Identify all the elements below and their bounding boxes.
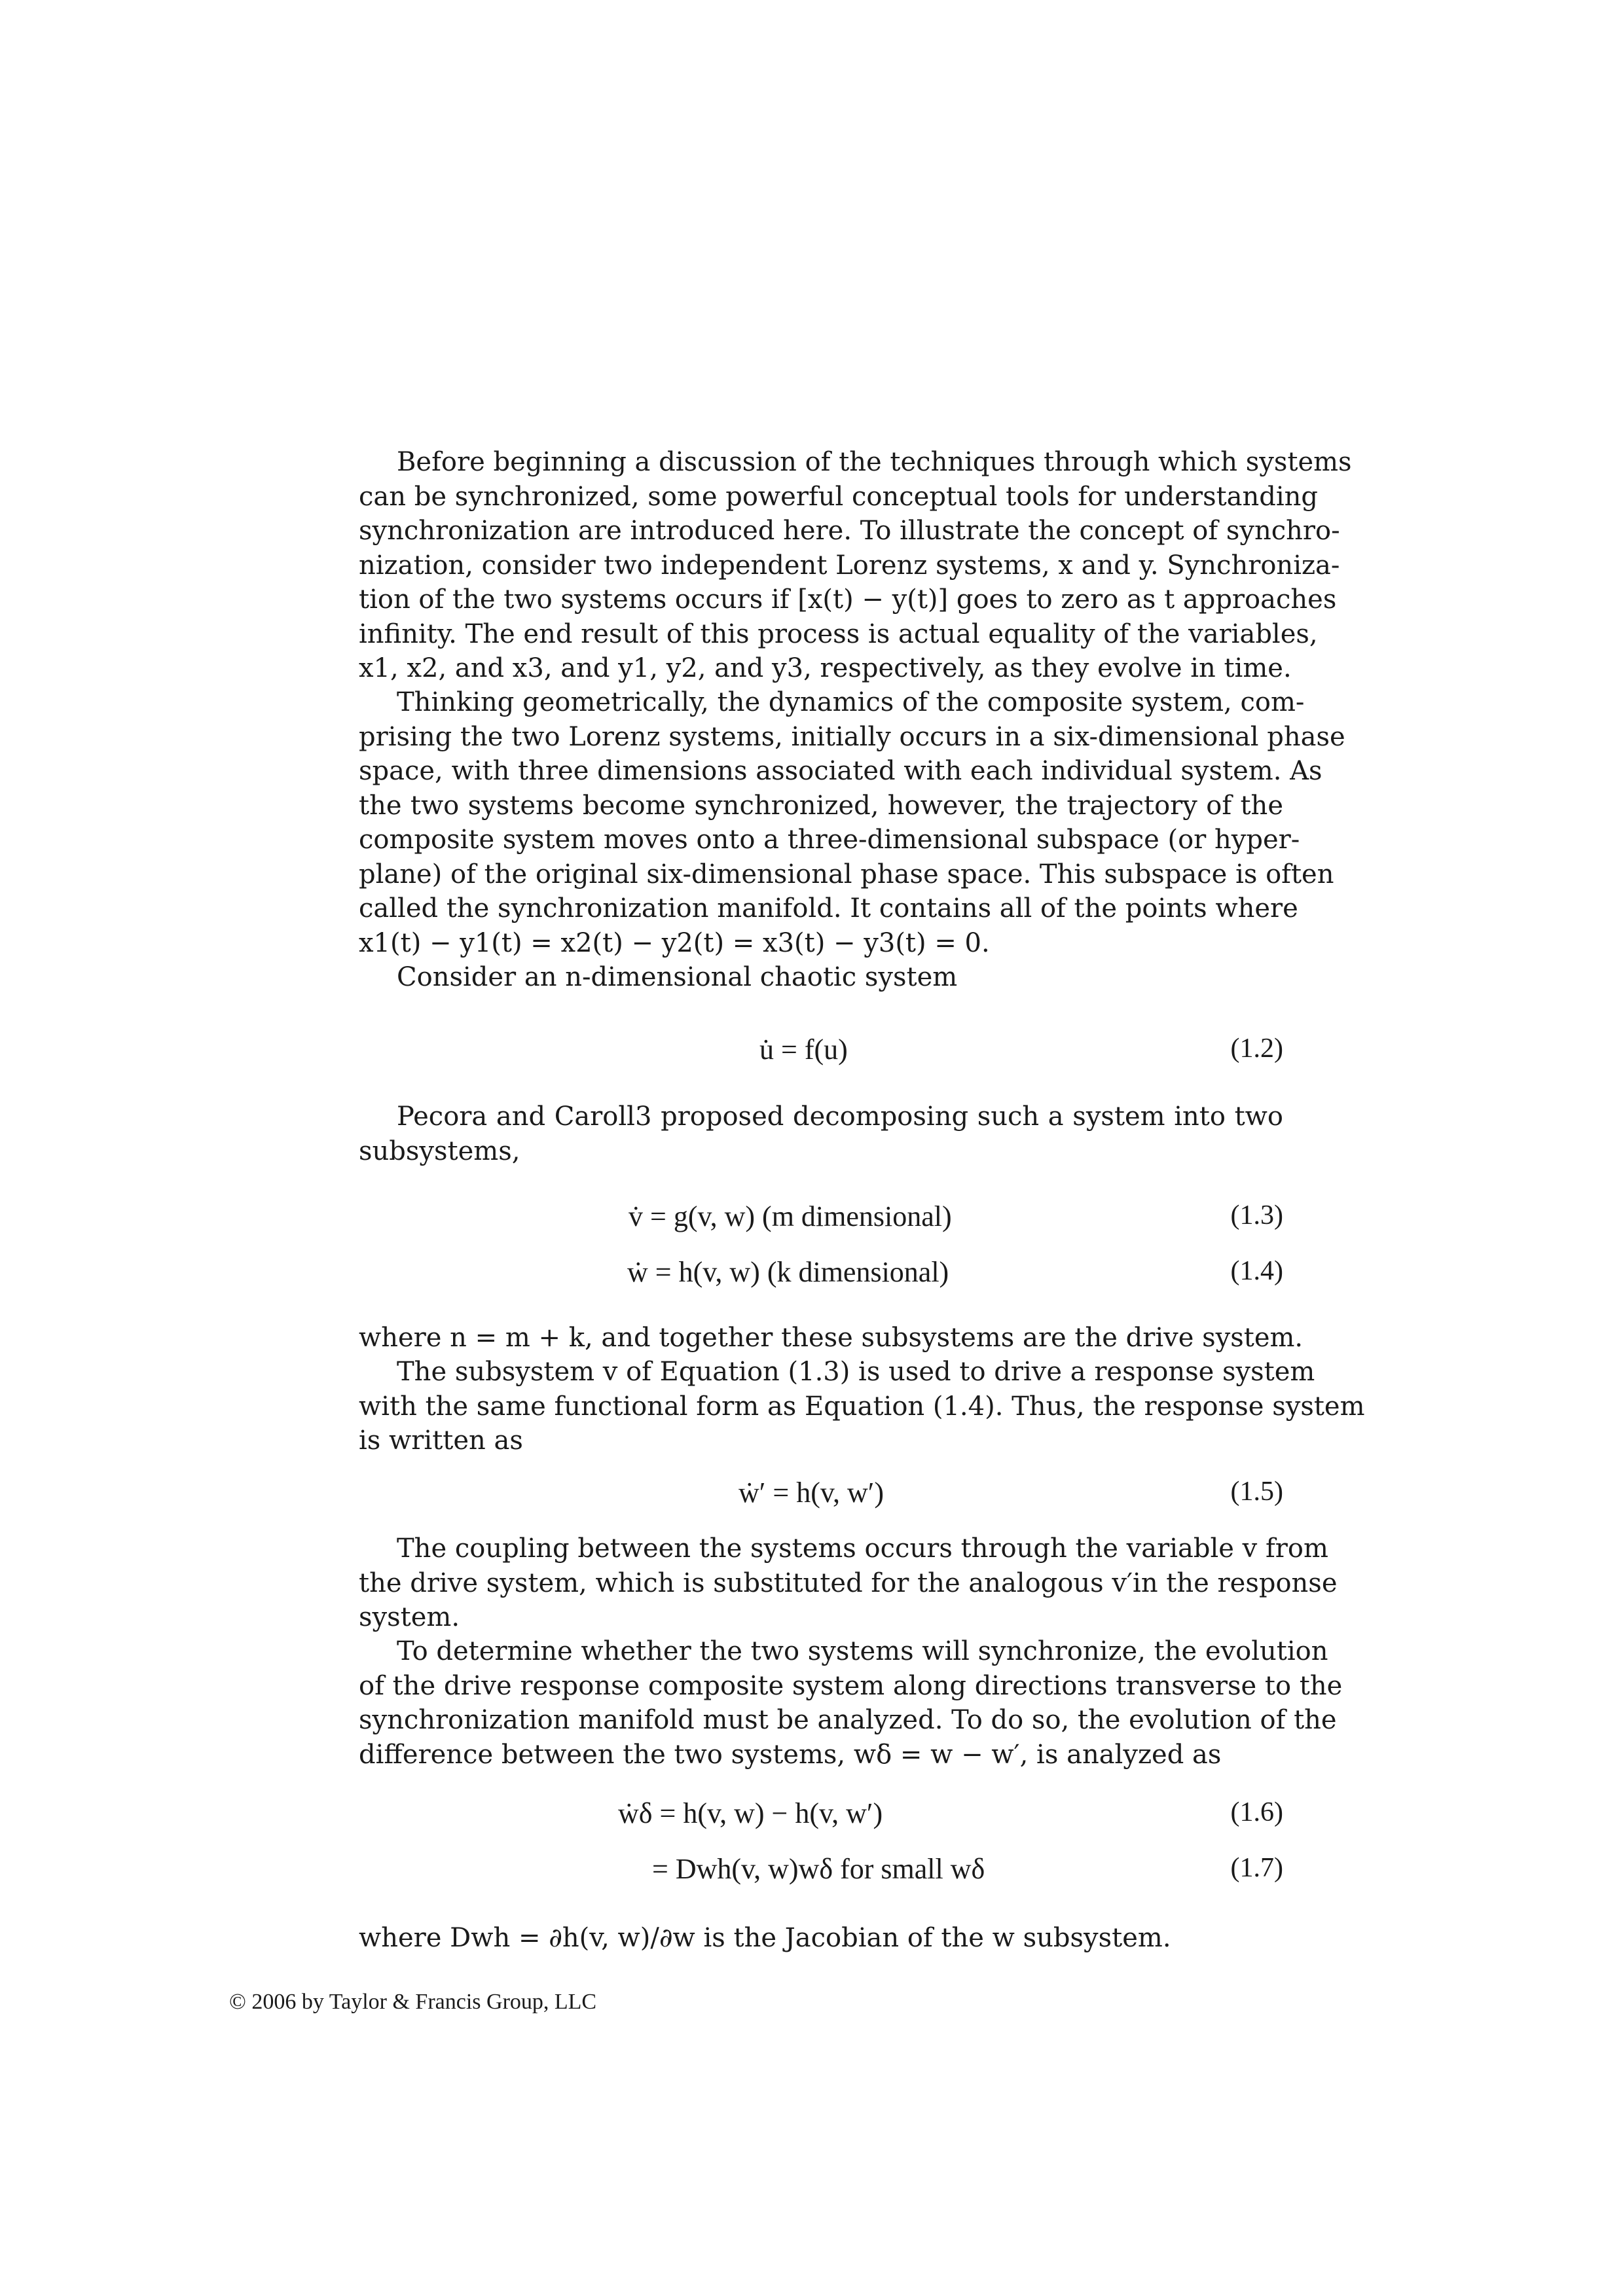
text-line: x1(t) − y1(t) = x2(t) − y2(t) = x3(t) − y3(t) = 0. xyxy=(359,927,990,958)
equation-1-2 xyxy=(359,1033,1283,1072)
paragraph-7 xyxy=(359,1532,1338,1635)
paragraph-2 xyxy=(359,685,1345,960)
text-line: where Dwh = ∂h(v, w)/∂w is the Jacobian of the w subsystem. xyxy=(359,1923,1171,1953)
equation-number: (1.7) xyxy=(1230,1853,1283,1883)
text-line: with the same functional form as Equation (1.4). Thus, the response system xyxy=(359,1391,1365,1422)
text-line: nization, consider two independent Lorenz systems, x and y. Synchroniza- xyxy=(359,550,1340,581)
text-line: can be synchronized, some powerful conceptual tools for understanding xyxy=(359,481,1319,512)
fraction-denominator xyxy=(529,1931,595,1950)
text-line: prising the two Lorenz systems, initially occurs in a six-dimensional phase xyxy=(359,721,1345,752)
equation-body: ẇ = h(v, w) (k dimensional) xyxy=(627,1256,949,1288)
equation-number: (1.4) xyxy=(1230,1256,1283,1286)
text-line: of the drive response composite system along directions transverse to the xyxy=(359,1670,1343,1701)
paragraph-3 xyxy=(359,960,1283,995)
equation-1-3 xyxy=(359,1200,1283,1239)
text-line: plane) of the original six-dimensional phase space. This subspace is often xyxy=(359,859,1334,889)
equation-1-4 xyxy=(359,1255,1283,1295)
paragraph-6 xyxy=(359,1355,1365,1458)
text-line: Consider an n-dimensional chaotic system xyxy=(397,962,958,992)
text-line: To determine whether the two systems will synchronize, the evolution xyxy=(397,1636,1328,1666)
text-line: where n = m + k, and together these subsystems are the drive system. xyxy=(359,1323,1304,1353)
text-line: space, with three dimensions associated with each individual system. As xyxy=(359,756,1322,786)
text-line: subsystems, xyxy=(359,1136,520,1166)
text-line: is written as xyxy=(359,1426,523,1456)
text-line: x1, x2, and x3, and y1, y2, and y3, respectively, as they evolve in time. xyxy=(359,653,1292,683)
equation-number: (1.3) xyxy=(1230,1200,1283,1230)
equation-1-5 xyxy=(359,1476,1283,1515)
equation-body: u̇ = f(u) xyxy=(759,1033,848,1066)
text-line: tion of the two systems occurs if [x(t) − y(t)] goes to zero as t approaches xyxy=(359,584,1337,615)
copyright-footer: © 2006 by Taylor & Francis Group, LLC xyxy=(229,1990,597,2014)
text-line: infinity. The end result of this process is actual equality of the variables, xyxy=(359,619,1318,649)
paragraph-4 xyxy=(359,1100,1283,1168)
text-line: composite system moves onto a three-dimensional subspace (or hyper- xyxy=(359,825,1300,855)
text-line: The coupling between the systems occurs through the variable v from xyxy=(397,1534,1328,1564)
paragraph-8 xyxy=(359,1634,1343,1772)
text-line: Before beginning a discussion of the techniques through which systems xyxy=(397,447,1352,477)
text-line: synchronization manifold must be analyzed. To do so, the evolution of the xyxy=(359,1705,1337,1735)
text-line: the two systems become synchronized, however, the trajectory of the xyxy=(359,790,1283,821)
paragraph-5 xyxy=(359,1321,1304,1355)
equation-body: = Dwh(v, w)wδ for small wδ xyxy=(652,1853,985,1885)
equation-1-6 xyxy=(359,1797,1283,1836)
text-line: Pecora and Caroll3 proposed decomposing such a system into two xyxy=(397,1102,1283,1132)
equation-body: v̇ = g(v, w) (m dimensional) xyxy=(629,1200,952,1232)
paragraph-9 xyxy=(359,1921,1283,1956)
equation-number: (1.5) xyxy=(1230,1477,1283,1507)
text-line: called the synchronization manifold. It contains all of the points where xyxy=(359,893,1298,924)
fraction-numerator xyxy=(529,1910,595,1931)
text-line: The subsystem v of Equation (1.3) is used to drive a response system xyxy=(397,1357,1315,1387)
text-line: synchronization are introduced here. To illustrate the concept of synchro- xyxy=(359,516,1340,546)
paragraph-1 xyxy=(359,445,1352,686)
text-line: Thinking geometrically, the dynamics of the composite system, com- xyxy=(397,687,1305,717)
equation-number: (1.2) xyxy=(1230,1033,1283,1064)
equation-number: (1.6) xyxy=(1230,1797,1283,1827)
text-line: system. xyxy=(359,1602,460,1632)
text-line: difference between the two systems, wδ = w − w′, is analyzed as xyxy=(359,1739,1222,1770)
equation-body: ẇδ = h(v, w) − h(v, w′) xyxy=(618,1797,883,1829)
text-line: the drive system, which is substituted for the analogous v′in the response xyxy=(359,1568,1338,1598)
equation-1-7 xyxy=(359,1852,1283,1892)
equation-body: ẇ′ = h(v, w′) xyxy=(739,1477,884,1509)
